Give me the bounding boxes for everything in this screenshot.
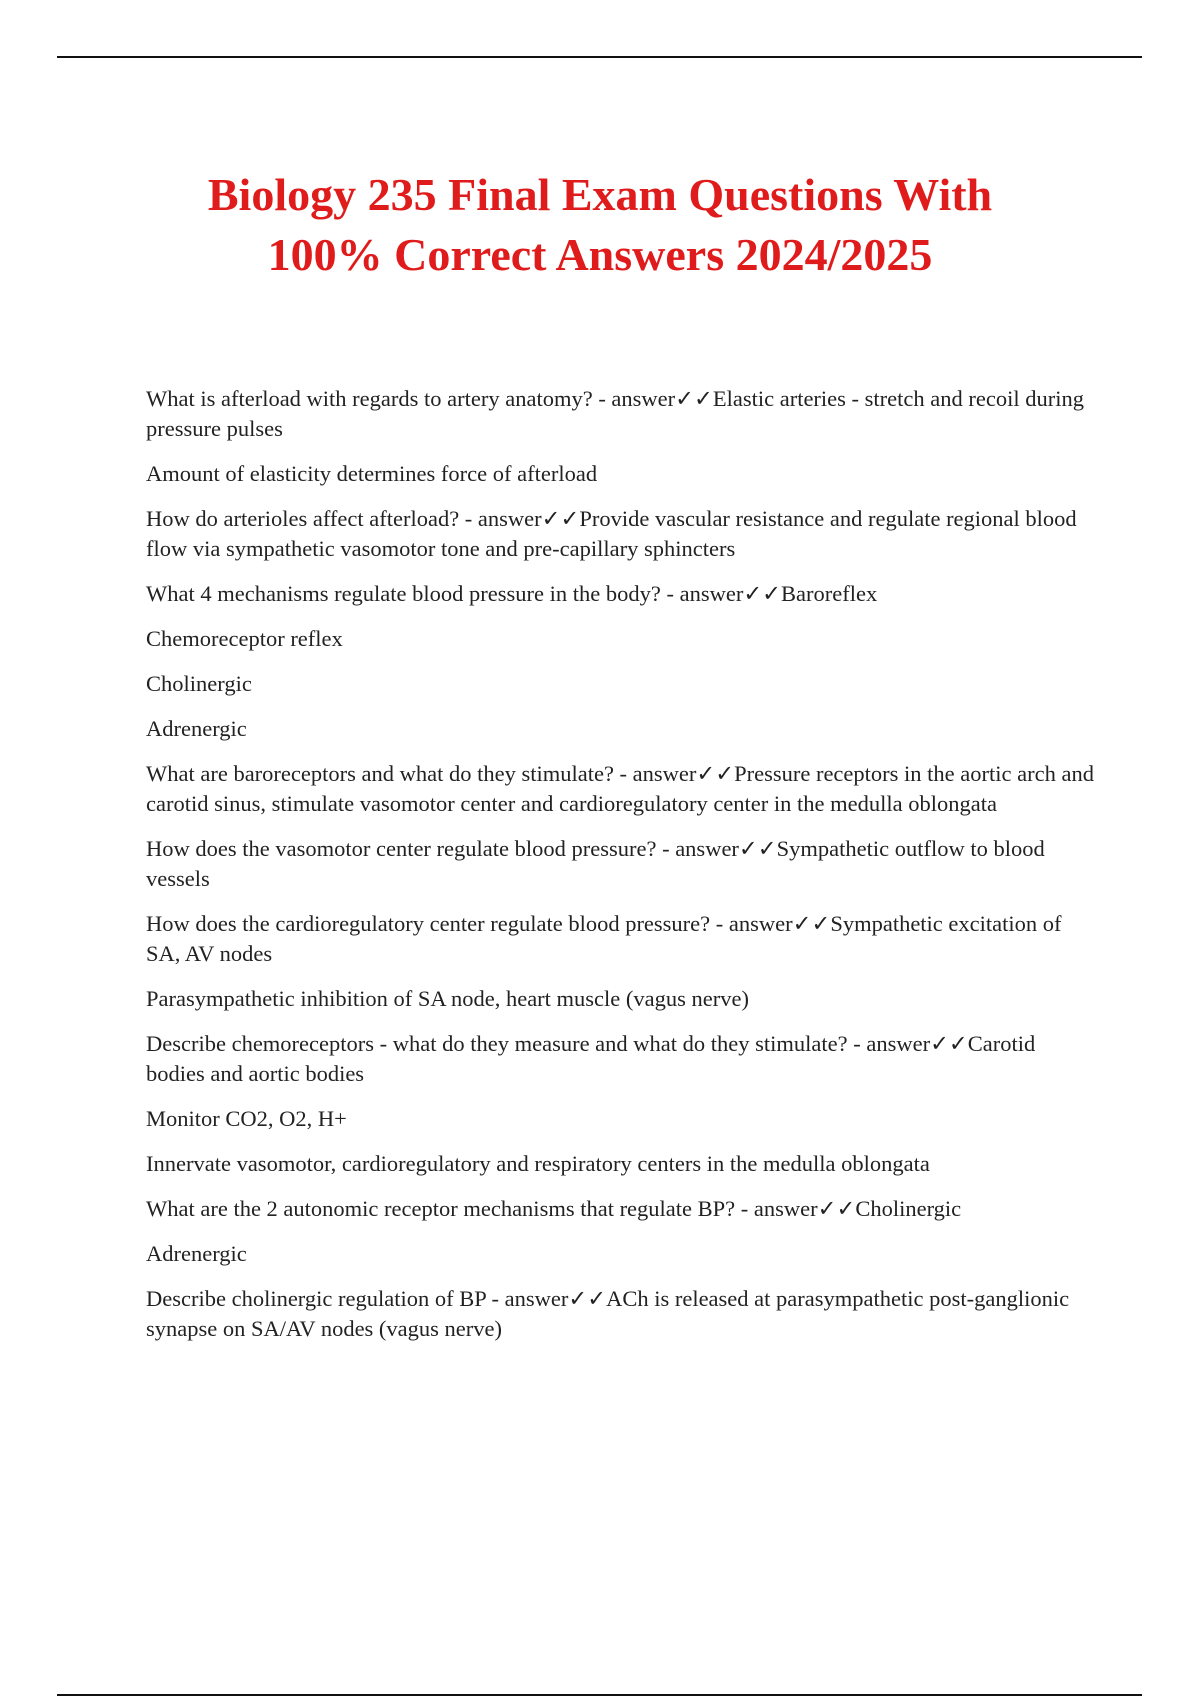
- paragraph-11: Parasympathetic inhibition of SA node, heart muscle (vagus nerve): [146, 986, 749, 1011]
- paragraph-7: Adrenergic: [146, 716, 247, 741]
- paragraph-16: Adrenergic: [146, 1241, 247, 1266]
- paragraph-12: Describe chemoreceptors - what do they measure and what do they stimulate? - answer✓✓Carotid bodies and aortic bodies: [146, 1031, 1036, 1086]
- paragraph-17: Describe cholinergic regulation of BP - answer✓✓ACh is released at parasympathetic post-ganglionic synapse on SA/AV nodes (vagus nerve): [146, 1286, 1070, 1341]
- paragraph-6: Cholinergic: [146, 671, 252, 696]
- bottom-rule: [57, 1694, 1142, 1696]
- paragraph-5: Chemoreceptor reflex: [146, 626, 343, 651]
- top-rule: [57, 56, 1142, 58]
- title-line-2: 100% Correct Answers 2024/2025: [267, 229, 933, 280]
- paragraph-8: What are baroreceptors and what do they stimulate? - answer✓✓Pressure receptors in the aortic arch and carotid sinus, stimulate vasomotor center and cardioregulatory center in the medulla oblongata: [146, 761, 1094, 816]
- paragraph-3: How do arterioles affect afterload? - answer✓✓Provide vascular resistance and regulate regional blood flow via sympathetic vasomotor tone and pre-capillary sphincters: [146, 506, 1077, 561]
- document-body: [146, 384, 1096, 1359]
- paragraph-2: Amount of elasticity determines force of afterload: [146, 461, 598, 486]
- paragraph-10: How does the cardioregulatory center regulate blood pressure? - answer✓✓Sympathetic excitation of SA, AV nodes: [146, 911, 1062, 966]
- paragraph-4: What 4 mechanisms regulate blood pressure in the body? - answer✓✓Baroreflex: [146, 581, 878, 606]
- title-line-1: Biology 235 Final Exam Questions With: [207, 169, 993, 220]
- paragraph-15: What are the 2 autonomic receptor mechanisms that regulate BP? - answer✓✓Cholinergic: [146, 1196, 962, 1221]
- paragraph-14: Innervate vasomotor, cardioregulatory and respiratory centers in the medulla oblongata: [146, 1151, 930, 1176]
- document-title: [100, 165, 1100, 285]
- paragraph-9: How does the vasomotor center regulate blood pressure? - answer✓✓Sympathetic outflow to blood vessels: [146, 836, 1045, 891]
- paragraph-13: Monitor CO2, O2, H+: [146, 1106, 347, 1131]
- paragraph-1: What is afterload with regards to artery anatomy? - answer✓✓Elastic arteries - stretch and recoil during pressure pulses: [146, 386, 1084, 441]
